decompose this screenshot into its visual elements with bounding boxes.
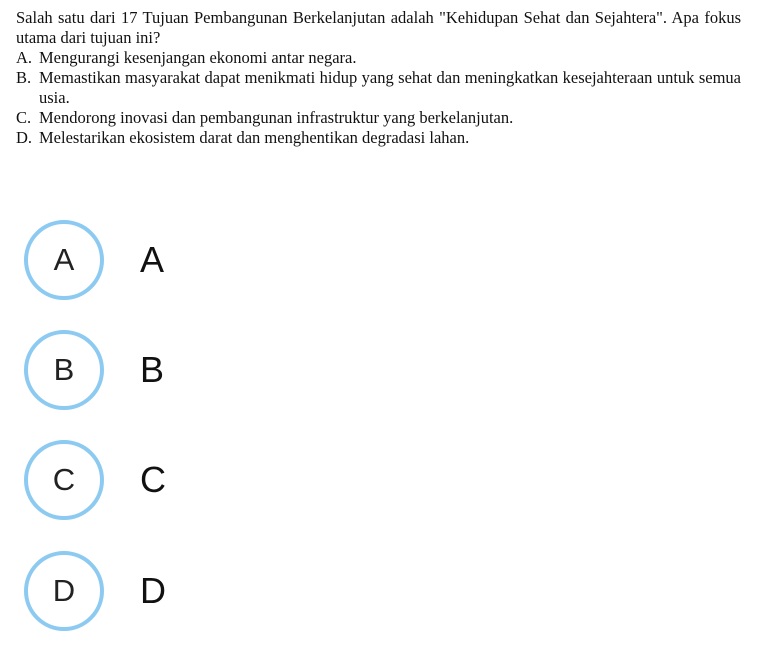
answer-label-c[interactable]: C — [140, 459, 166, 500]
option-text: Melestarikan ekosistem darat dan menghentikan degradasi lahan. — [39, 128, 470, 147]
question-text: Salah satu dari 17 Tujuan Pembangunan Berkelanjutan adalah "Kehidupan Sehat dan Sejahtera". Apa fokus utama dari tujuan ini? — [16, 8, 741, 47]
answer-choice-a[interactable] — [0, 220, 300, 304]
option-letter: C. — [16, 108, 32, 127]
option-letter: D. — [16, 128, 33, 147]
answer-choice-b[interactable] — [0, 330, 300, 414]
answer-circle-c[interactable]: C — [24, 440, 104, 520]
option-text: Memastikan masyarakat dapat menikmati hidup yang sehat dan meningkatkan kesejahteraan untuk semua usia. — [39, 68, 741, 107]
answer-label-b[interactable]: B — [140, 349, 165, 390]
option-letter: A. — [16, 48, 33, 67]
answer-label-d[interactable]: D — [140, 570, 166, 611]
answer-label-a[interactable]: A — [140, 239, 165, 280]
option-letter: B. — [16, 68, 32, 87]
option-text: Mengurangi kesenjangan ekonomi antar negara. — [39, 48, 357, 67]
answer-circle-b[interactable]: B — [24, 330, 104, 410]
answer-choice-d[interactable] — [0, 551, 300, 635]
answer-circle-a[interactable]: A — [24, 220, 104, 300]
option-text: Mendorong inovasi dan pembangunan infrastruktur yang berkelanjutan. — [39, 108, 514, 127]
answer-choice-c[interactable] — [0, 440, 300, 524]
answer-circle-d[interactable]: D — [24, 551, 104, 631]
